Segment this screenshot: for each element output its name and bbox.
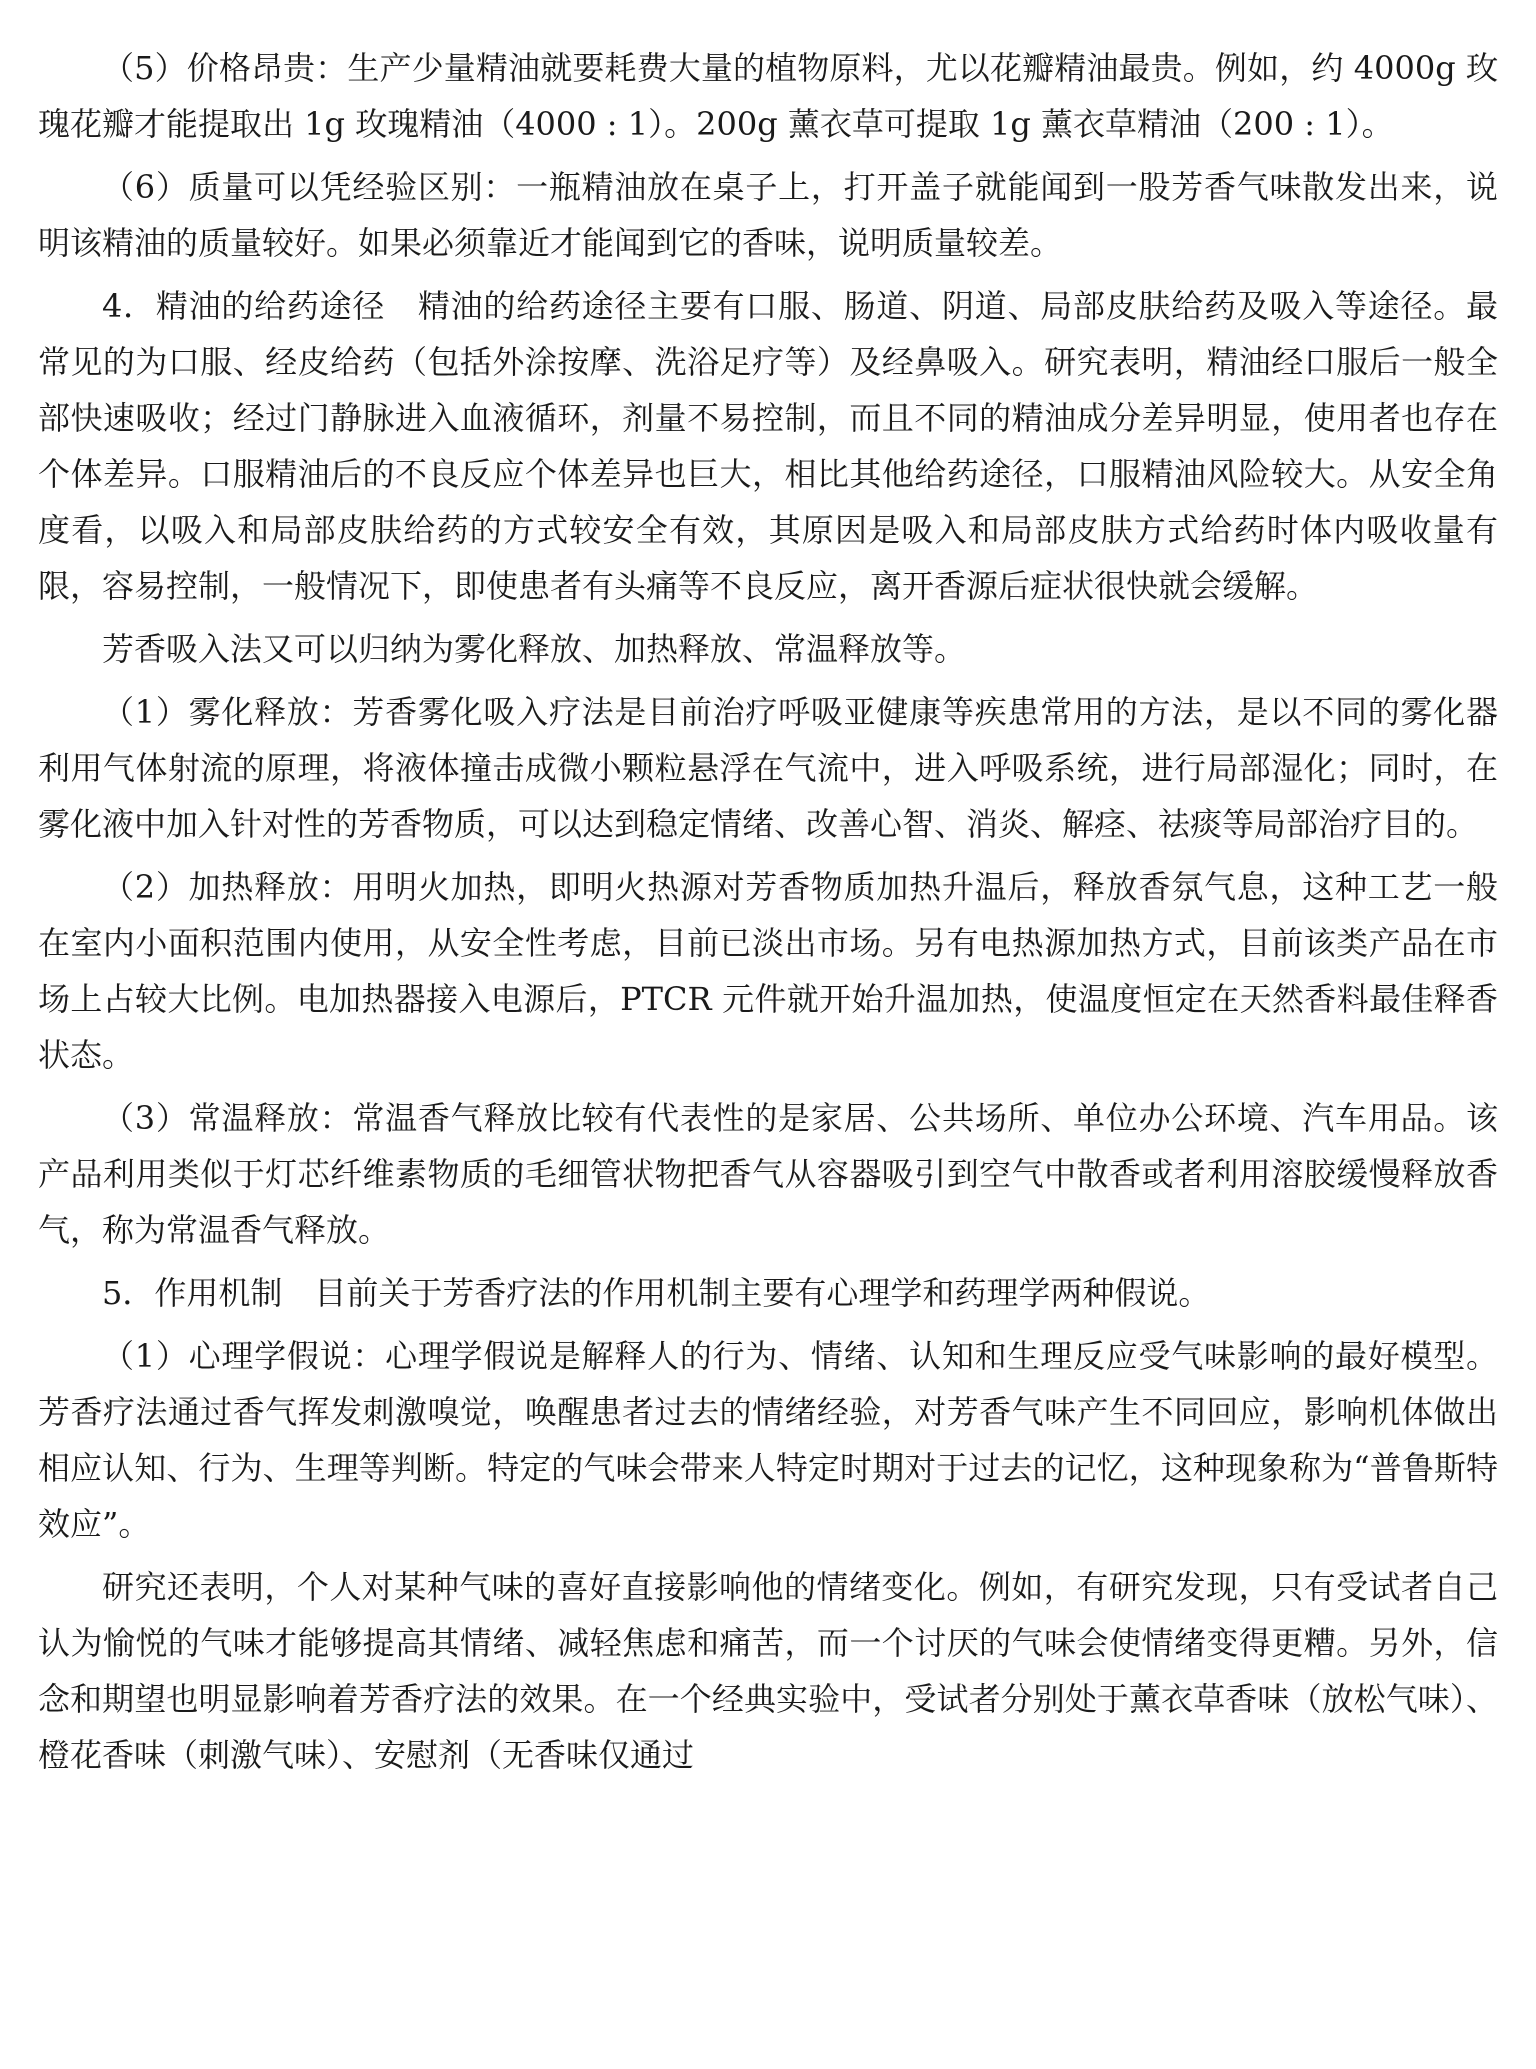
paragraph-quality: （6）质量可以凭经验区别：一瓶精油放在桌子上，打开盖子就能闻到一股芳香气味散发出来，说明该精油的质量较好。如果必须靠近才能闻到它的香味，说明质量较差。: [38, 168, 1498, 262]
paragraph-room-temperature: （3）常温释放：常温香气释放比较有代表性的是家居、公共场所、单位办公环境、汽车用品。该产品利用类似于灯芯纤维素物质的毛细管状物把香气从容器吸引到空气中散香或者利用溶胶缓慢释放香气，称为常温香气释放。: [38, 1099, 1498, 1249]
paragraph-research: 研究还表明，个人对某种气味的喜好直接影响他的情绪变化。例如，有研究发现，只有受试者自己认为愉悦的气味才能够提高其情绪、减轻焦虑和痛苦，而一个讨厌的气味会使情绪变得更糟。另外，信念和期望也明显影响着芳香疗法的效果。在一个经典实验中，受试者分别处于薰衣草香味（放松气味）、橙花香味（刺激气味）、安慰剂（无香味仅通过: [38, 1568, 1498, 1774]
paragraph-mechanism: 5．作用机制 目前关于芳香疗法的作用机制主要有心理学和药理学两种假说。: [102, 1274, 1211, 1312]
paragraph-psychology-hypothesis: （1）心理学假说：心理学假说是解释人的行为、情绪、认知和生理反应受气味影响的最好模型。芳香疗法通过香气挥发刺激嗅觉，唤醒患者过去的情绪经验，对芳香气味产生不同回应，影响机体做出相应认知、行为、生理等判断。特定的气味会带来人特定时期对于过去的记忆，这种现象称为“普鲁斯特效应”。: [38, 1337, 1498, 1543]
page-body: [38, 40, 1498, 1790]
paragraph-administration-routes: 4．精油的给药途径 精油的给药途径主要有口服、肠道、阴道、局部皮肤给药及吸入等途径。最常见的为口服、经皮给药（包括外涂按摩、洗浴足疗等）及经鼻吸入。研究表明，精油经口服后一般全部快速吸收；经过门静脉进入血液循环，剂量不易控制，而且不同的精油成分差异明显，使用者也存在个体差异。口服精油后的不良反应个体差异也巨大，相比其他给药途径，口服精油风险较大。从安全角度看，以吸入和局部皮肤给药的方式较安全有效，其原因是吸入和局部皮肤方式给药时体内吸收量有限，容易控制，一般情况下，即使患者有头痛等不良反应，离开香源后症状很快就会缓解。: [38, 287, 1498, 605]
paragraph-inhalation-methods: 芳香吸入法又可以归纳为雾化释放、加热释放、常温释放等。: [102, 630, 967, 668]
paragraph-atomization: （1）雾化释放：芳香雾化吸入疗法是目前治疗呼吸亚健康等疾患常用的方法，是以不同的雾化器利用气体射流的原理，将液体撞击成微小颗粒悬浮在气流中，进入呼吸系统，进行局部湿化；同时，在雾化液中加入针对性的芳香物质，可以达到稳定情绪、改善心智、消炎、解痉、祛痰等局部治疗目的。: [38, 693, 1498, 843]
paragraph-heating: （2）加热释放：用明火加热，即明火热源对芳香物质加热升温后，释放香氛气息，这种工艺一般在室内小面积范围内使用，从安全性考虑，目前已淡出市场。另有电热源加热方式，目前该类产品在市场上占较大比例。电加热器接入电源后，PTCR 元件就开始升温加热，使温度恒定在天然香料最佳释香状态。: [38, 868, 1498, 1074]
paragraph-price: （5）价格昂贵：生产少量精油就要耗费大量的植物原料，尤以花瓣精油最贵。例如，约 4000g 玫瑰花瓣才能提取出 1g 玫瑰精油（4000 : 1）。200g 薰衣草可提取 1g 薰衣草精油（200 : 1）。: [38, 49, 1498, 143]
